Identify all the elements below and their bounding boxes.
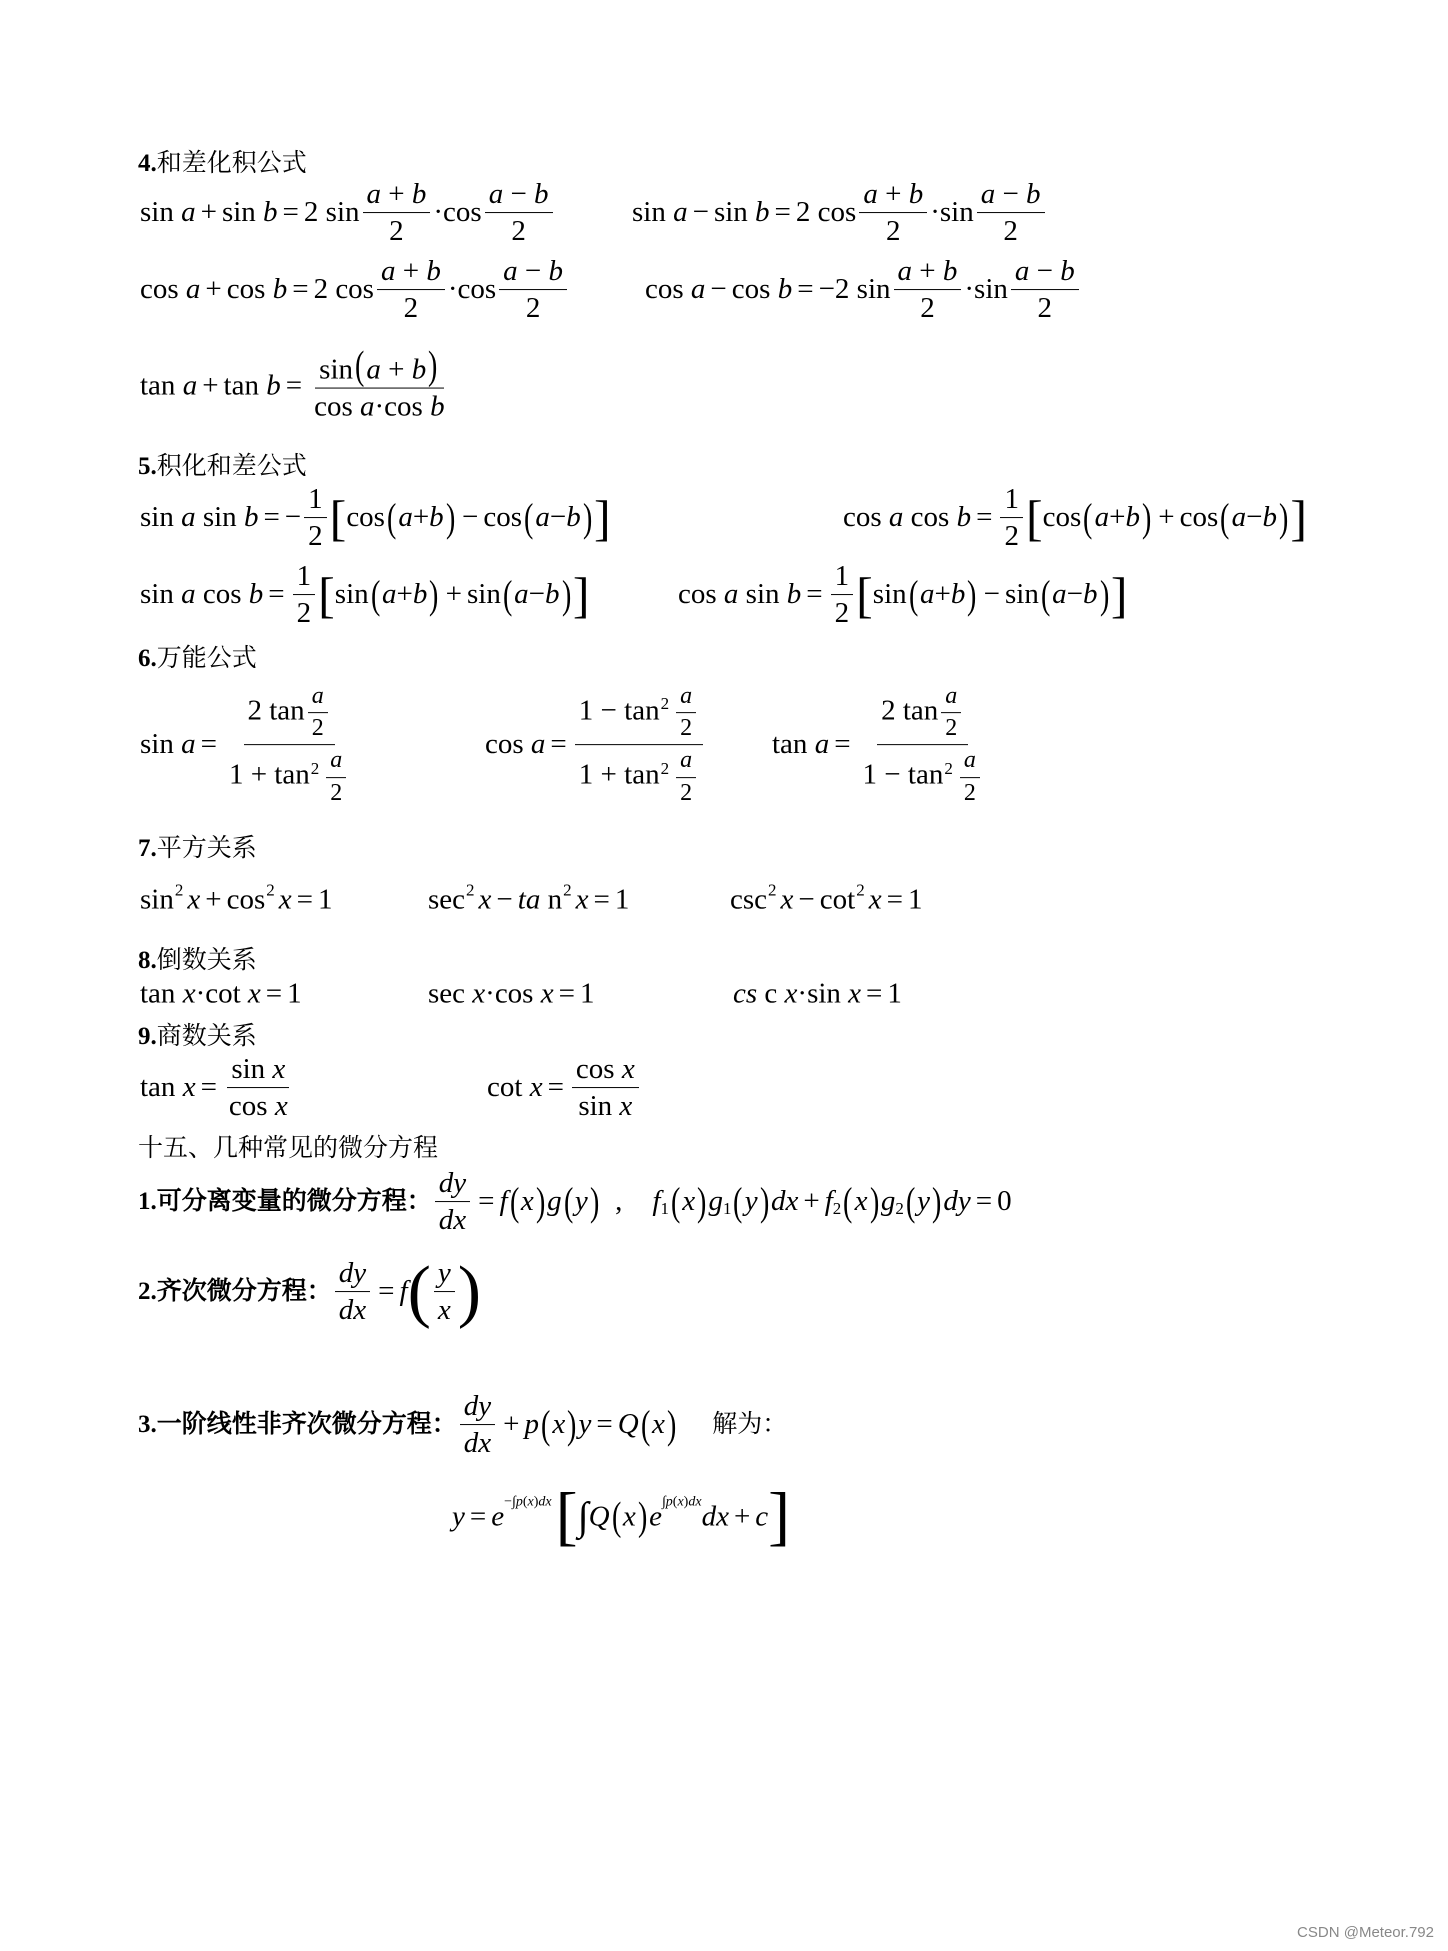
section-7-heading: 7.平方关系 (138, 835, 257, 862)
watermark: CSDN @Meteor.792 (1297, 1924, 1434, 1941)
formula-product-cos-cos: cos a cos b = $\frac{1}{2}$ [ cos ( a + b ) + cos ( a − b ) ] (843, 483, 1307, 553)
ode-linear-solution: y = e −∫p(x)dx [ ∫ Q ( x ) e ∫p(x)dx dx + c ] (452, 1479, 791, 1553)
section-5-heading: 5.积化和差公式 (138, 453, 307, 480)
ode-linear-line: 3.一阶线性非齐次微分方程： dy dx + p ( x ) y = Q ( x ) 解为： (138, 1390, 788, 1460)
chapter-15-heading: 十五、几种常见的微分方程 (138, 1135, 439, 1162)
ode-homogeneous-line: 2.齐次微分方程： $\frac{dy}{dx}$ = f ( y x ) (138, 1253, 482, 1330)
formula-universal-tan: tan a = 2 tan $\frac{a}{2}$ $1 - \tan^2$ $\frac{a}{2}$ (772, 684, 990, 806)
formula-sum-cos-minus: cos a − cos b = −2 sin a + b 2 ·sin a − b 2 (645, 256, 1082, 324)
formula-tan-sum: tan a + tan b = $\frac{\sin(a + b)}{\text{cos a·cos b}}$ (140, 342, 445, 423)
formula-sum-cos-plus: cos a + cos b = 2 cos a + b 2 ·cos a − b 2 (140, 256, 570, 324)
formula-sum-sin-plus: sin a + sin b = 2 sin a + b 2 ·cos a − b 2 (140, 179, 556, 247)
section-8-heading: 8.倒数关系 (138, 947, 257, 974)
formula-universal-sin: sin a = 2 tan $\frac{a}{2}$ $1 + \tan^2$ $\frac{a}{2}$ (140, 684, 356, 806)
formula-product-cos-sin: cos a sin b = $\frac{1}{2}$ [ sin ( a + b ) − sin ( a − b ) ] (678, 560, 1128, 630)
formula-square-csc-cot: csc 2 x − cot 2 x = 1 (730, 880, 923, 916)
formula-sum-sin-minus: sin a − sin b = 2 cos a + b 2 ·sin a − b 2 (632, 179, 1048, 247)
formula-square-sec-tan: sec 2 x − ta n 2 x = 1 (428, 880, 630, 916)
formula-product-sin-cos: sin a cos b = $\frac{1}{2}$ [ sin ( a + b ) + sin ( a − b ) ] (140, 560, 590, 630)
formula-quotient-cot: cot x = $\frac{\text{cos x}}{\text{sin x}}$ (487, 1054, 642, 1122)
formula-product-sin-sin: sin a sin b = − $\frac{1}{2}$ [ cos ( a + b ) − cos ( a − b ) ] (140, 483, 611, 553)
formula-universal-cos: cos a = $1 - \tan^2$ $\frac{a}{2}$ $1 + \tan^2$ $\frac{a}{2}$ (485, 684, 706, 806)
formula-reciprocal-tan-cot: tan x ·cot x = 1 (140, 977, 302, 1010)
formula-reciprocal-csc-sin: cs c x ·sin x = 1 (733, 977, 902, 1010)
section-9-heading: 9.商数关系 (138, 1023, 257, 1050)
section-6-heading: 6.万能公式 (138, 645, 257, 672)
formula-square-sin-cos: sin 2 x + cos 2 x = 1 (140, 880, 333, 916)
formula-quotient-tan: tan x = $\frac{\text{sin x}}{\text{cos x}}$ (140, 1053, 288, 1123)
ode-separable-line: 1.可分离变量的微分方程： $\frac{dy}{dx}$ = f ( x ) g ( y ) , f 1 ( x ) g 1 ( y ) dx + f 2 ( x ) g 2 ( y ) dy = 0 (138, 1167, 1012, 1237)
formula-reciprocal-sec-cos: sec x ·cos x = 1 (428, 977, 595, 1010)
section-4-heading: 4.和差化积公式 (138, 150, 307, 177)
